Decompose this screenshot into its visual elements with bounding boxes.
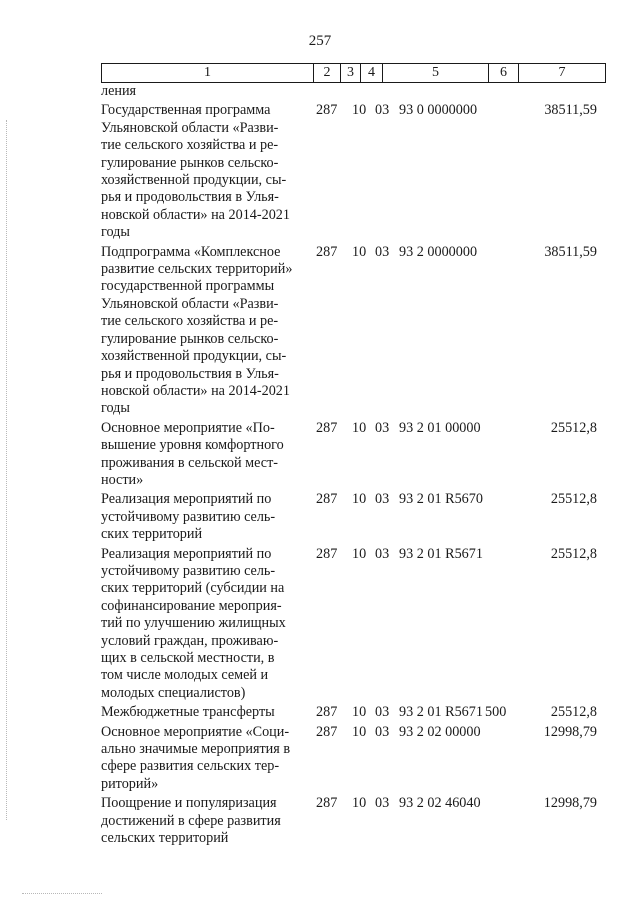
row-pr: 03 — [375, 102, 390, 119]
table-row — [101, 704, 605, 721]
row-name: Государственная программа Ульяновской области «Разви- тие сельского хозяйства и ре- гулирование рынков сельско- хозяйственной продукции, сы- рья и продовольствия в Улья- новской области» на 2014-2021 годы — [101, 102, 290, 241]
row-pr: 03 — [375, 243, 390, 260]
row-rz: 10 — [352, 723, 367, 740]
row-gr: 287 — [316, 491, 338, 508]
row-rz: 10 — [352, 491, 367, 508]
row-sum: 25512,8 — [550, 704, 597, 721]
row-pr: 03 — [375, 545, 390, 562]
row-rz: 10 — [352, 243, 367, 260]
column-header-table — [101, 63, 606, 83]
row-rz: 10 — [352, 545, 367, 562]
row-name: ления — [101, 83, 137, 99]
column-header-vr: 6 — [489, 64, 519, 83]
scan-margin-line — [6, 120, 8, 820]
column-header-row — [102, 64, 606, 83]
row-pr: 03 — [375, 419, 390, 436]
table-row — [101, 724, 605, 794]
row-name: Реализация мероприятий по устойчивому развитию сель- ских территорий — [101, 491, 276, 543]
table-row — [101, 546, 605, 703]
row-pr: 03 — [375, 704, 390, 721]
column-header-rz: 3 — [341, 64, 361, 83]
row-gr: 287 — [316, 723, 338, 740]
table-row — [101, 491, 605, 543]
row-sum: 25512,8 — [550, 545, 597, 562]
row-name: Межбюджетные трансферты — [101, 704, 275, 721]
row-cs: 93 2 0000000 — [399, 243, 478, 260]
row-pr: 03 — [375, 491, 390, 508]
row-sum: 38511,59 — [544, 243, 597, 260]
table-row — [101, 244, 605, 418]
row-pr: 03 — [375, 723, 390, 740]
row-name: Поощрение и популяризация достижений в сфере развития сельских территорий — [101, 795, 281, 847]
row-gr: 287 — [316, 102, 338, 119]
table-row — [101, 795, 605, 847]
column-header-sum: 7 — [519, 64, 606, 83]
row-cs: 93 0 0000000 — [399, 102, 478, 119]
row-gr: 287 — [316, 795, 338, 812]
row-gr: 287 — [316, 243, 338, 260]
row-gr: 287 — [316, 704, 338, 721]
row-name: Реализация мероприятий по устойчивому развитию сель- ских территорий (субсидии на софинансирование мероприя- тий по улучшению жилищных условий граждан, проживаю- щих в сельской местности, в том числе молодых семей и молодых специалистов) — [101, 545, 286, 701]
column-header-gr: 2 — [314, 64, 341, 83]
table-row — [101, 420, 605, 490]
row-gr: 287 — [316, 419, 338, 436]
row-cs: 93 2 02 00000 — [399, 723, 481, 740]
page-number: 257 — [308, 33, 332, 49]
row-sum: 38511,59 — [544, 102, 597, 119]
scan-bottom-dots — [22, 893, 102, 895]
row-sum: 12998,79 — [543, 795, 597, 812]
row-cs: 93 2 01 R5670 — [399, 491, 483, 508]
row-name: Подпрограмма «Комплексное развитие сельских территорий» государственной программы Ульяновской области «Разви- тие сельского хозяйства и ре- гулирование рынков сельско- хозяйственной продукции, сы- рья и продовольствия в Улья- новской области» на 2014-2021 годы — [101, 243, 293, 417]
row-gr: 287 — [316, 545, 338, 562]
table-row — [101, 83, 605, 100]
column-header-pr: 4 — [361, 64, 383, 83]
row-cs: 93 2 01 R5671 — [399, 545, 483, 562]
column-header-name: 1 — [102, 64, 314, 83]
row-rz: 10 — [352, 795, 367, 812]
row-rz: 10 — [352, 419, 367, 436]
row-cs: 93 2 01 R5671 — [399, 704, 483, 721]
budget-rows — [101, 83, 605, 847]
column-header-cs: 5 — [383, 64, 489, 83]
row-sum: 25512,8 — [550, 491, 597, 508]
row-name: Основное мероприятие «Соци- ально значимые мероприятия в сфере развития сельских тер- риторий» — [101, 723, 291, 792]
row-cs: 93 2 02 46040 — [399, 795, 481, 812]
row-vr: 500 — [485, 704, 507, 721]
row-rz: 10 — [352, 704, 367, 721]
row-rz: 10 — [352, 102, 367, 119]
row-pr: 03 — [375, 795, 390, 812]
row-sum: 12998,79 — [543, 723, 597, 740]
table-row — [101, 102, 605, 241]
row-cs: 93 2 01 00000 — [399, 419, 481, 436]
row-sum: 25512,8 — [550, 419, 597, 436]
row-name: Основное мероприятие «По- вышение уровня комфортного проживания в сельской мест- ности» — [101, 419, 284, 488]
